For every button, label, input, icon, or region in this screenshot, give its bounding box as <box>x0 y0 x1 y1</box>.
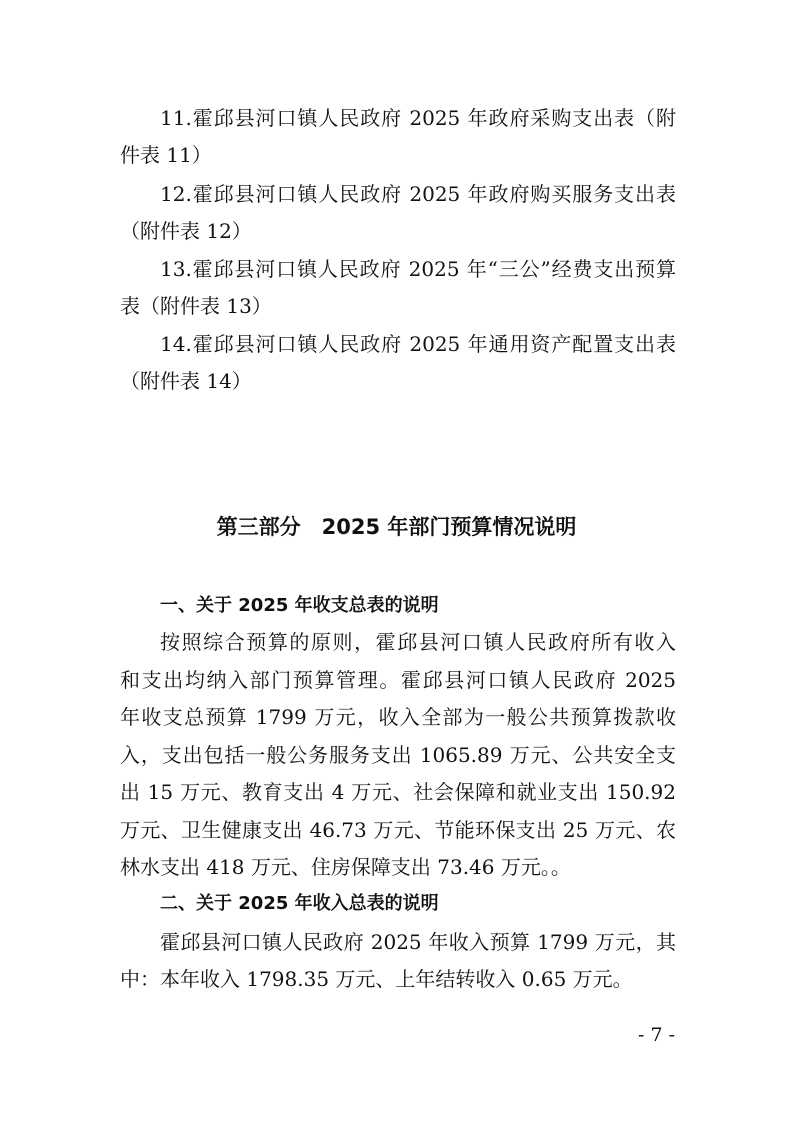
list-item-12-line2: （附件表 12） <box>120 219 252 243</box>
section1-line-5: 出 15 万元、教育支出 4 万元、社会保障和就业支出 150.92 <box>120 780 676 804</box>
section1-line-3: 年收支总预算 1799 万元，收入全部为一般公共预算拨款收 <box>120 705 676 729</box>
section1-heading: 一、关于 2025 年收支总表的说明 <box>160 595 439 616</box>
list-item-13-line1: 13.霍邱县河口镇人民政府 2025 年“三公”经费支出预算 <box>160 257 676 281</box>
list-item-14-line1: 14.霍邱县河口镇人民政府 2025 年通用资产配置支出表 <box>160 332 676 356</box>
section2-line-1: 霍邱县河口镇人民政府 2025 年收入预算 1799 万元，其 <box>160 930 676 954</box>
section-title: 第三部分 2025 年部门预算情况说明 <box>216 515 577 539</box>
list-item-12-line1: 12.霍邱县河口镇人民政府 2025 年政府购买服务支出表 <box>160 182 676 206</box>
section1-line-1: 按照综合预算的原则，霍邱县河口镇人民政府所有收入 <box>160 630 676 654</box>
section2-heading: 二、关于 2025 年收入总表的说明 <box>160 893 439 914</box>
section1-line-6: 万元、卫生健康支出 46.73 万元、节能环保支出 25 万元、农 <box>120 818 676 842</box>
section2-line-2: 中：本年收入 1798.35 万元、上年结转收入 0.65 万元。 <box>120 967 633 991</box>
section1-line-2: 和支出均纳入部门预算管理。霍邱县河口镇人民政府 2025 <box>120 668 676 692</box>
section1-line-4: 入，支出包括一般公务服务支出 1065.89 万元、公共安全支 <box>120 743 676 767</box>
section1-line-7: 林水支出 418 万元、住房保障支出 73.46 万元。。 <box>120 855 571 879</box>
list-item-14-line2: （附件表 14） <box>120 369 252 393</box>
list-item-11-line2: 件表 11） <box>120 143 212 167</box>
list-item-13-line2: 表（附件表 13） <box>120 294 272 318</box>
page-number: - 7 - <box>637 1024 675 1046</box>
list-item-11-line1: 11.霍邱县河口镇人民政府 2025 年政府采购支出表（附 <box>160 106 676 130</box>
